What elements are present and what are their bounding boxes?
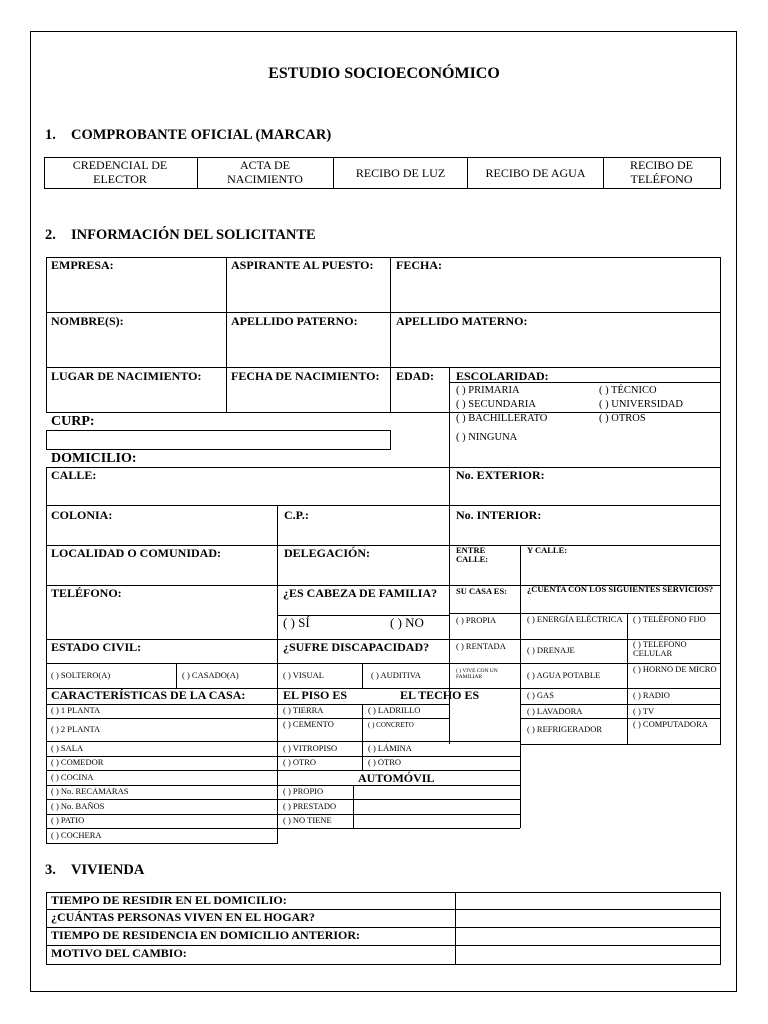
no-exterior-field[interactable]: No. EXTERIOR:: [456, 468, 545, 482]
section-1-title: COMPROBANTE OFICIAL (MARCAR): [71, 127, 332, 143]
piso-otro[interactable]: ( ) OTRO: [283, 757, 317, 767]
casado-option[interactable]: ( ) CASADO(A): [182, 670, 239, 680]
su-casa-label: SU CASA ES:: [456, 586, 508, 596]
tiempo-residir-input[interactable]: [456, 893, 720, 909]
comprobante-acta[interactable]: ACTA DE NACIMIENTO: [227, 158, 303, 186]
serv-energia[interactable]: ( ) ENERGÍA ELÉCTRICA: [527, 614, 623, 624]
empresa-field[interactable]: EMPRESA:: [51, 258, 114, 272]
casa-recamaras[interactable]: ( ) No. RECAMARAS: [51, 786, 129, 796]
piso-label: EL PISO ES: [283, 688, 348, 702]
cabeza-si-option[interactable]: ( ) SÍ: [283, 615, 310, 630]
option-tecnico[interactable]: ( ) TÉCNICO: [599, 385, 657, 396]
option-otros[interactable]: ( ) OTROS: [599, 413, 646, 424]
section-3-number: 3.: [45, 862, 56, 878]
caracteristicas-label: CARACTERÍSTICAS DE LA CASA:: [51, 688, 246, 702]
techo-label: EL TECHO ES: [400, 688, 480, 702]
piso-tierra[interactable]: ( ) TIERRA: [283, 705, 324, 715]
y-calle-field[interactable]: Y CALLE:: [527, 545, 568, 555]
techo-lamina[interactable]: ( ) LÁMINA: [368, 743, 412, 753]
casa-cochera[interactable]: ( ) COCHERA: [51, 830, 102, 840]
option-primaria[interactable]: ( ) PRIMARIA: [456, 385, 520, 396]
delegacion-field[interactable]: DELEGACIÓN:: [284, 546, 371, 560]
calle-field[interactable]: CALLE:: [51, 468, 97, 482]
document-title: ESTUDIO SOCIOECONÓMICO: [268, 65, 500, 82]
entre-calle-field[interactable]: ENTRE CALLE:: [456, 545, 489, 564]
option-bachillerato[interactable]: ( ) BACHILLERATO: [456, 413, 548, 424]
serv-lavadora[interactable]: ( ) LAVADORA: [527, 706, 583, 716]
techo-otro[interactable]: ( ) OTRO: [368, 757, 402, 767]
comprobante-telefono[interactable]: RECIBO DE TELÉFONO: [630, 158, 693, 186]
apellido-paterno-field[interactable]: APELLIDO PATERNO:: [231, 314, 358, 328]
cabeza-no-option[interactable]: ( ) NO: [390, 615, 424, 630]
casa-banos[interactable]: ( ) No. BAÑOS: [51, 801, 105, 811]
escolaridad-label: ESCOLARIDAD:: [456, 369, 549, 383]
comprobante-luz[interactable]: RECIBO DE LUZ: [355, 166, 446, 180]
curp-input-box[interactable]: [46, 430, 391, 450]
serv-gas[interactable]: ( ) GAS: [527, 690, 554, 700]
servicios-label: ¿CUENTA CON LOS SIGUIENTES SERVICIOS?: [527, 584, 714, 594]
comprobante-credencial[interactable]: CREDENCIAL DE ELECTOR: [72, 158, 168, 186]
techo-ladrillo[interactable]: ( ) LADRILLO: [368, 705, 421, 715]
domicilio-label: DOMICILIO:: [51, 451, 137, 466]
section-3-title: VIVIENDA: [71, 862, 145, 878]
cabeza-familia-label: ¿ES CABEZA DE FAMILIA?: [283, 586, 438, 600]
no-interior-field[interactable]: No. INTERIOR:: [456, 508, 542, 522]
serv-computadora[interactable]: ( ) COMPUTADORA: [633, 719, 708, 729]
residencia-anterior-input[interactable]: [456, 928, 720, 944]
piso-vitropiso[interactable]: ( ) VITROPISO: [283, 743, 338, 753]
option-secundaria[interactable]: ( ) SECUNDARIA: [456, 399, 536, 410]
colonia-field[interactable]: COLONIA:: [51, 508, 113, 522]
residencia-anterior-label: TIEMPO DE RESIDENCIA EN DOMICILIO ANTERIOR:: [51, 928, 361, 942]
lugar-nacimiento-field[interactable]: LUGAR DE NACIMIENTO:: [51, 369, 202, 383]
section-1-number: 1.: [45, 127, 56, 143]
auto-propio[interactable]: ( ) PROPIO: [283, 786, 324, 796]
casa-propia-option[interactable]: ( ) PROPIA: [456, 615, 497, 625]
casa-rentada-option[interactable]: ( ) RENTADA: [456, 641, 506, 651]
visual-option[interactable]: ( ) VISUAL: [283, 670, 324, 680]
casa-2-planta[interactable]: ( ) 2 PLANTA: [51, 724, 101, 734]
edad-field[interactable]: EDAD:: [396, 369, 434, 383]
techo-concreto[interactable]: ( ) CONCRETO: [368, 721, 414, 729]
serv-agua-potable[interactable]: ( ) AGUA POTABLE: [527, 670, 601, 680]
vive-familiar-option[interactable]: ( ) VIVE CON UN FAMILIAR: [456, 668, 498, 680]
serv-tv[interactable]: ( ) TV: [633, 706, 655, 716]
tiempo-residir-label: TIEMPO DE RESIDIR EN EL DOMICILIO:: [51, 893, 287, 907]
casa-comedor[interactable]: ( ) COMEDOR: [51, 757, 104, 767]
automovil-label: AUTOMÓVIL: [358, 771, 435, 785]
nombre-field[interactable]: NOMBRE(S):: [51, 314, 124, 328]
motivo-cambio-label: MOTIVO DEL CAMBIO:: [51, 946, 187, 960]
casa-1-planta[interactable]: ( ) 1 PLANTA: [51, 705, 101, 715]
casa-patio[interactable]: ( ) PATIO: [51, 815, 85, 825]
serv-telefono-fijo[interactable]: ( ) TELÉFONO FIJO: [633, 614, 706, 624]
fecha-field[interactable]: FECHA:: [396, 258, 442, 272]
auto-prestado[interactable]: ( ) PRESTADO: [283, 801, 337, 811]
personas-hogar-label: ¿CUÁNTAS PERSONAS VIVEN EN EL HOGAR?: [51, 910, 315, 924]
piso-cemento[interactable]: ( ) CEMENTO: [283, 719, 334, 729]
aspirante-field[interactable]: ASPIRANTE AL PUESTO:: [231, 258, 374, 272]
comprobante-agua[interactable]: RECIBO DE AGUA: [485, 166, 586, 180]
auto-no-tiene[interactable]: ( ) NO TIENE: [283, 815, 332, 825]
serv-drenaje[interactable]: ( ) DRENAJE: [527, 645, 575, 655]
serv-horno[interactable]: ( ) HORNO DE MICRO: [633, 664, 717, 674]
personas-hogar-input[interactable]: [456, 910, 720, 926]
cp-field[interactable]: C.P.:: [284, 508, 309, 522]
option-universidad[interactable]: ( ) UNIVERSIDAD: [599, 399, 683, 410]
estado-civil-label: ESTADO CIVIL:: [51, 640, 142, 654]
auditiva-option[interactable]: ( ) AUDITIVA: [371, 670, 421, 680]
section-2-title: INFORMACIÓN DEL SOLICITANTE: [71, 227, 316, 243]
casa-cocina[interactable]: ( ) COCINA: [51, 772, 94, 782]
discapacidad-label: ¿SUFRE DISCAPACIDAD?: [283, 640, 430, 654]
section-2-number: 2.: [45, 227, 56, 243]
serv-radio[interactable]: ( ) RADIO: [633, 690, 670, 700]
option-ninguna[interactable]: ( ) NINGUNA: [456, 432, 518, 443]
apellido-materno-field[interactable]: APELLIDO MATERNO:: [396, 314, 528, 328]
casa-sala[interactable]: ( ) SALA: [51, 743, 84, 753]
motivo-cambio-input[interactable]: [456, 946, 720, 964]
fecha-nacimiento-field[interactable]: FECHA DE NACIMIENTO:: [231, 369, 380, 383]
telefono-field[interactable]: TELÉFONO:: [51, 586, 122, 600]
soltero-option[interactable]: ( ) SOLTERO(A): [51, 670, 111, 680]
curp-label: CURP:: [51, 414, 95, 429]
serv-telefono-celular[interactable]: ( ) TELEFONO CELULAR: [633, 639, 687, 658]
serv-refrigerador[interactable]: ( ) REFRIGERADOR: [527, 724, 603, 734]
localidad-field[interactable]: LOCALIDAD O COMUNIDAD:: [51, 546, 221, 560]
